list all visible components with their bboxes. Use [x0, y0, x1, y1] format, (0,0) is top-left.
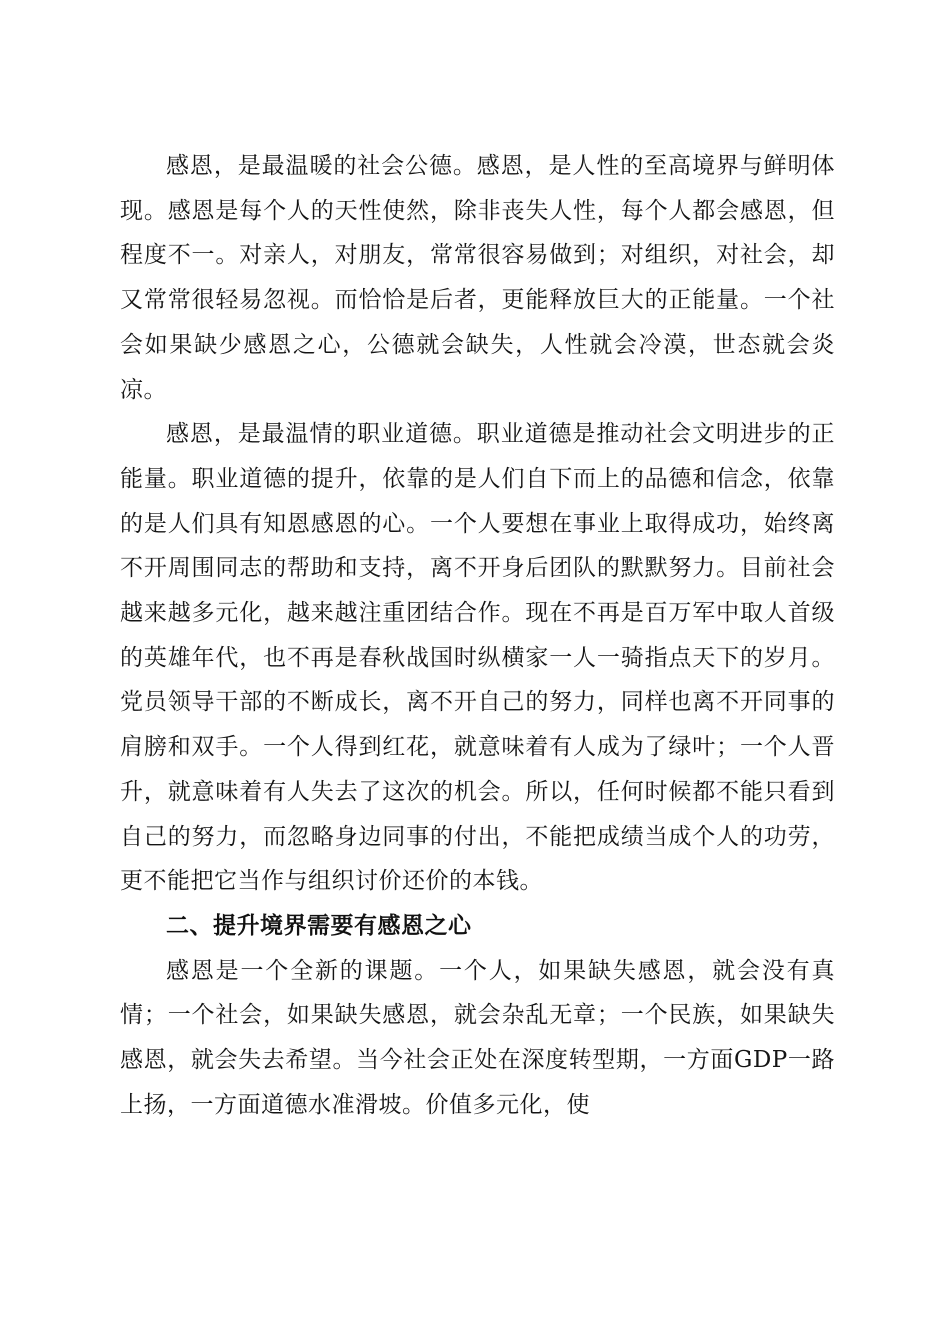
- document-body: [120, 144, 835, 1127]
- paragraph-social-morality: 感恩，是最温暖的社会公德。感恩，是人性的至高境界与鲜明体现。感恩是每个人的天性使然，除非丧失人性，每个人都会感恩，但程度不一。对亲人，对朋友，常常很容易做到；对组织，对社会，却又常常很轻易忽视。而恰恰是后者，更能释放巨大的正能量。一个社会如果缺少感恩之心，公德就会缺失，人性就会冷漠，世态就会炎凉。: [120, 153, 835, 403]
- paragraph-new-topic: 感恩是一个全新的课题。一个人，如果缺失感恩，就会没有真情；一个社会，如果缺失感恩，就会杂乱无章；一个民族，如果缺失感恩，就会失去希望。当今社会正处在深度转型期，一方面GDP一路上扬，一方面道德水准滑坡。价值多元化，使: [120, 957, 835, 1118]
- paragraph-professional-ethics: 感恩，是最温情的职业道德。职业道德是推动社会文明进步的正能量。职业道德的提升，依靠的是人们自下而上的品德和信念，依靠的是人们具有知恩感恩的心。一个人要想在事业上取得成功，始终离不开周围同志的帮助和支持，离不开身后团队的默默努力。目前社会越来越多元化，越来越注重团结合作。现在不再是百万军中取人首级的英雄年代，也不再是春秋战国时纵横家一人一骑指点天下的岁月。党员领导干部的不断成长，离不开自己的努力，同样也离不开同事的肩膀和双手。一个人得到红花，就意味着有人成为了绿叶；一个人晋升，就意味着有人失去了这次的机会。所以，任何时候都不能只看到自己的努力，而忽略身边同事的付出，不能把成绩当成个人的功劳，更不能把它当作与组织讨价还价的本钱。: [120, 421, 835, 895]
- section-heading: 二、提升境界需要有感恩之心: [166, 912, 472, 939]
